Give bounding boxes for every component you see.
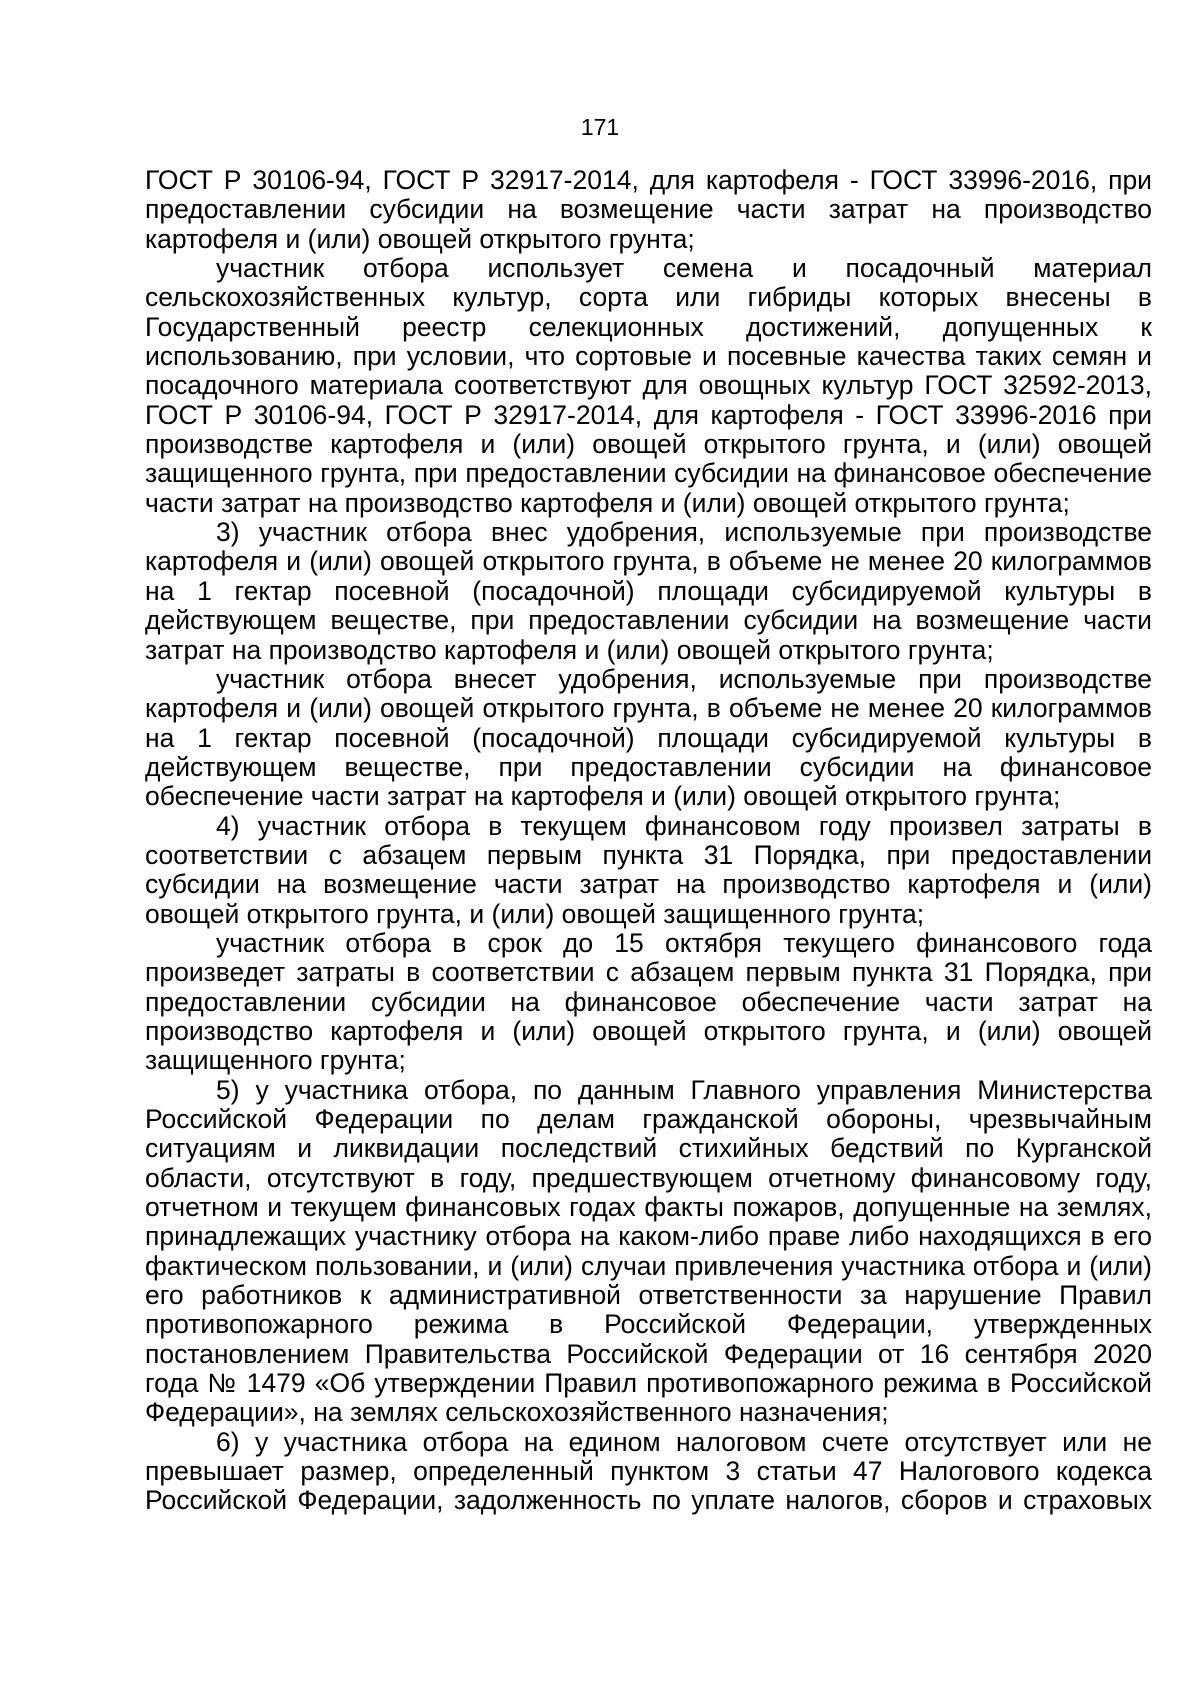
paragraph: 4) участник отбора в текущем финансовом году произвел затраты в соответствии с абзацем первым пункта 31 Порядка, при предоставлении субсидии на возмещение части затрат на производство картофеля и (или) овощей открытого грунта, и (или) овощей защищенного грунта;	[145, 810, 1152, 929]
paragraph: участник отбора использует семена и посадочный материал сельскохозяйственных культур, сорта или гибриды которых внесены в Государственный реестр селекционных достижений, допущенных к использованию, при условии, что сортовые и посевные качества таких семян и посадочного материала соответствуют для овощных культур ГОСТ 32592-2013, ГОСТ Р 30106-94, ГОСТ Р 32917-2014, для картофеля - ГОСТ 33996-2016 при производстве картофеля и (или) овощей открытого грунта, и (или) овощей защищенного грунта, при предоставлении субсидии на финансовое обеспечение части затрат на производство картофеля и (или) овощей открытого грунта;	[145, 253, 1152, 518]
paragraph: участник отбора в срок до 15 октября текущего финансового года произведет затраты в соответствии с абзацем первым пункта 31 Порядка, при предоставлении субсидии на финансовое обеспечение части затрат на производство картофеля и (или) овощей открытого грунта, и (или) овощей защищенного грунта;	[145, 927, 1152, 1076]
document-body	[145, 166, 1152, 1516]
paragraph: ГОСТ Р 30106-94, ГОСТ Р 32917-2014, для картофеля - ГОСТ 33996-2016, при предоставлении субсидии на возмещение части затрат на производство картофеля и (или) овощей открытого грунта;	[145, 165, 1152, 254]
paragraph: участник отбора внесет удобрения, используемые при производстве картофеля и (или) овощей открытого грунта, в объеме не менее 20 килограммов на 1 гектар посевной (посадочной) площади субсидируемой культуры в действующем веществе, при предоставлении субсидии на финансовое обеспечение части затрат на картофеля и (или) овощей открытого грунта;	[145, 663, 1152, 812]
paragraph: 3) участник отбора внес удобрения, используемые при производстве картофеля и (или) овощей открытого грунта, в объеме не менее 20 килограммов на 1 гектар посевной (посадочной) площади субсидируемой культуры в действующем веществе, при предоставлении субсидии на возмещение части затрат на производство картофеля и (или) овощей открытого грунта;	[145, 517, 1152, 665]
paragraph: 6) у участника отбора на едином налоговом счете отсутствует или не превышает размер, определенный пунктом 3 статьи 47 Налогового кодекса Российской Федерации, задолженность по уплате налогов, сборов и страховых	[145, 1426, 1152, 1516]
paragraph: 5) у участника отбора, по данным Главного управления Министерства Российской Федерации по делам гражданской обороны, чрезвычайным ситуациям и ликвидации последствий стихийных бедствий по Курганской области, отсутствуют в году, предшествующем отчетному финансовому году, отчетном и текущем финансовых годах факты пожаров, допущенные на землях, принадлежащих участнику отбора на каком-либо праве либо находящихся в его фактическом пользовании, и (или) случаи привлечения участника отбора и (или) его работников к административной ответственности за нарушение Правил противопожарного режима в Российской Федерации, утвержденных постановлением Правительства Российской Федерации от 16 сентября 2020 года № 1479 «Об утверждении Правил противопожарного режима в Российской Федерации», на землях сельскохозяйственного назначения;	[145, 1074, 1152, 1428]
page-number: 171	[580, 114, 620, 140]
